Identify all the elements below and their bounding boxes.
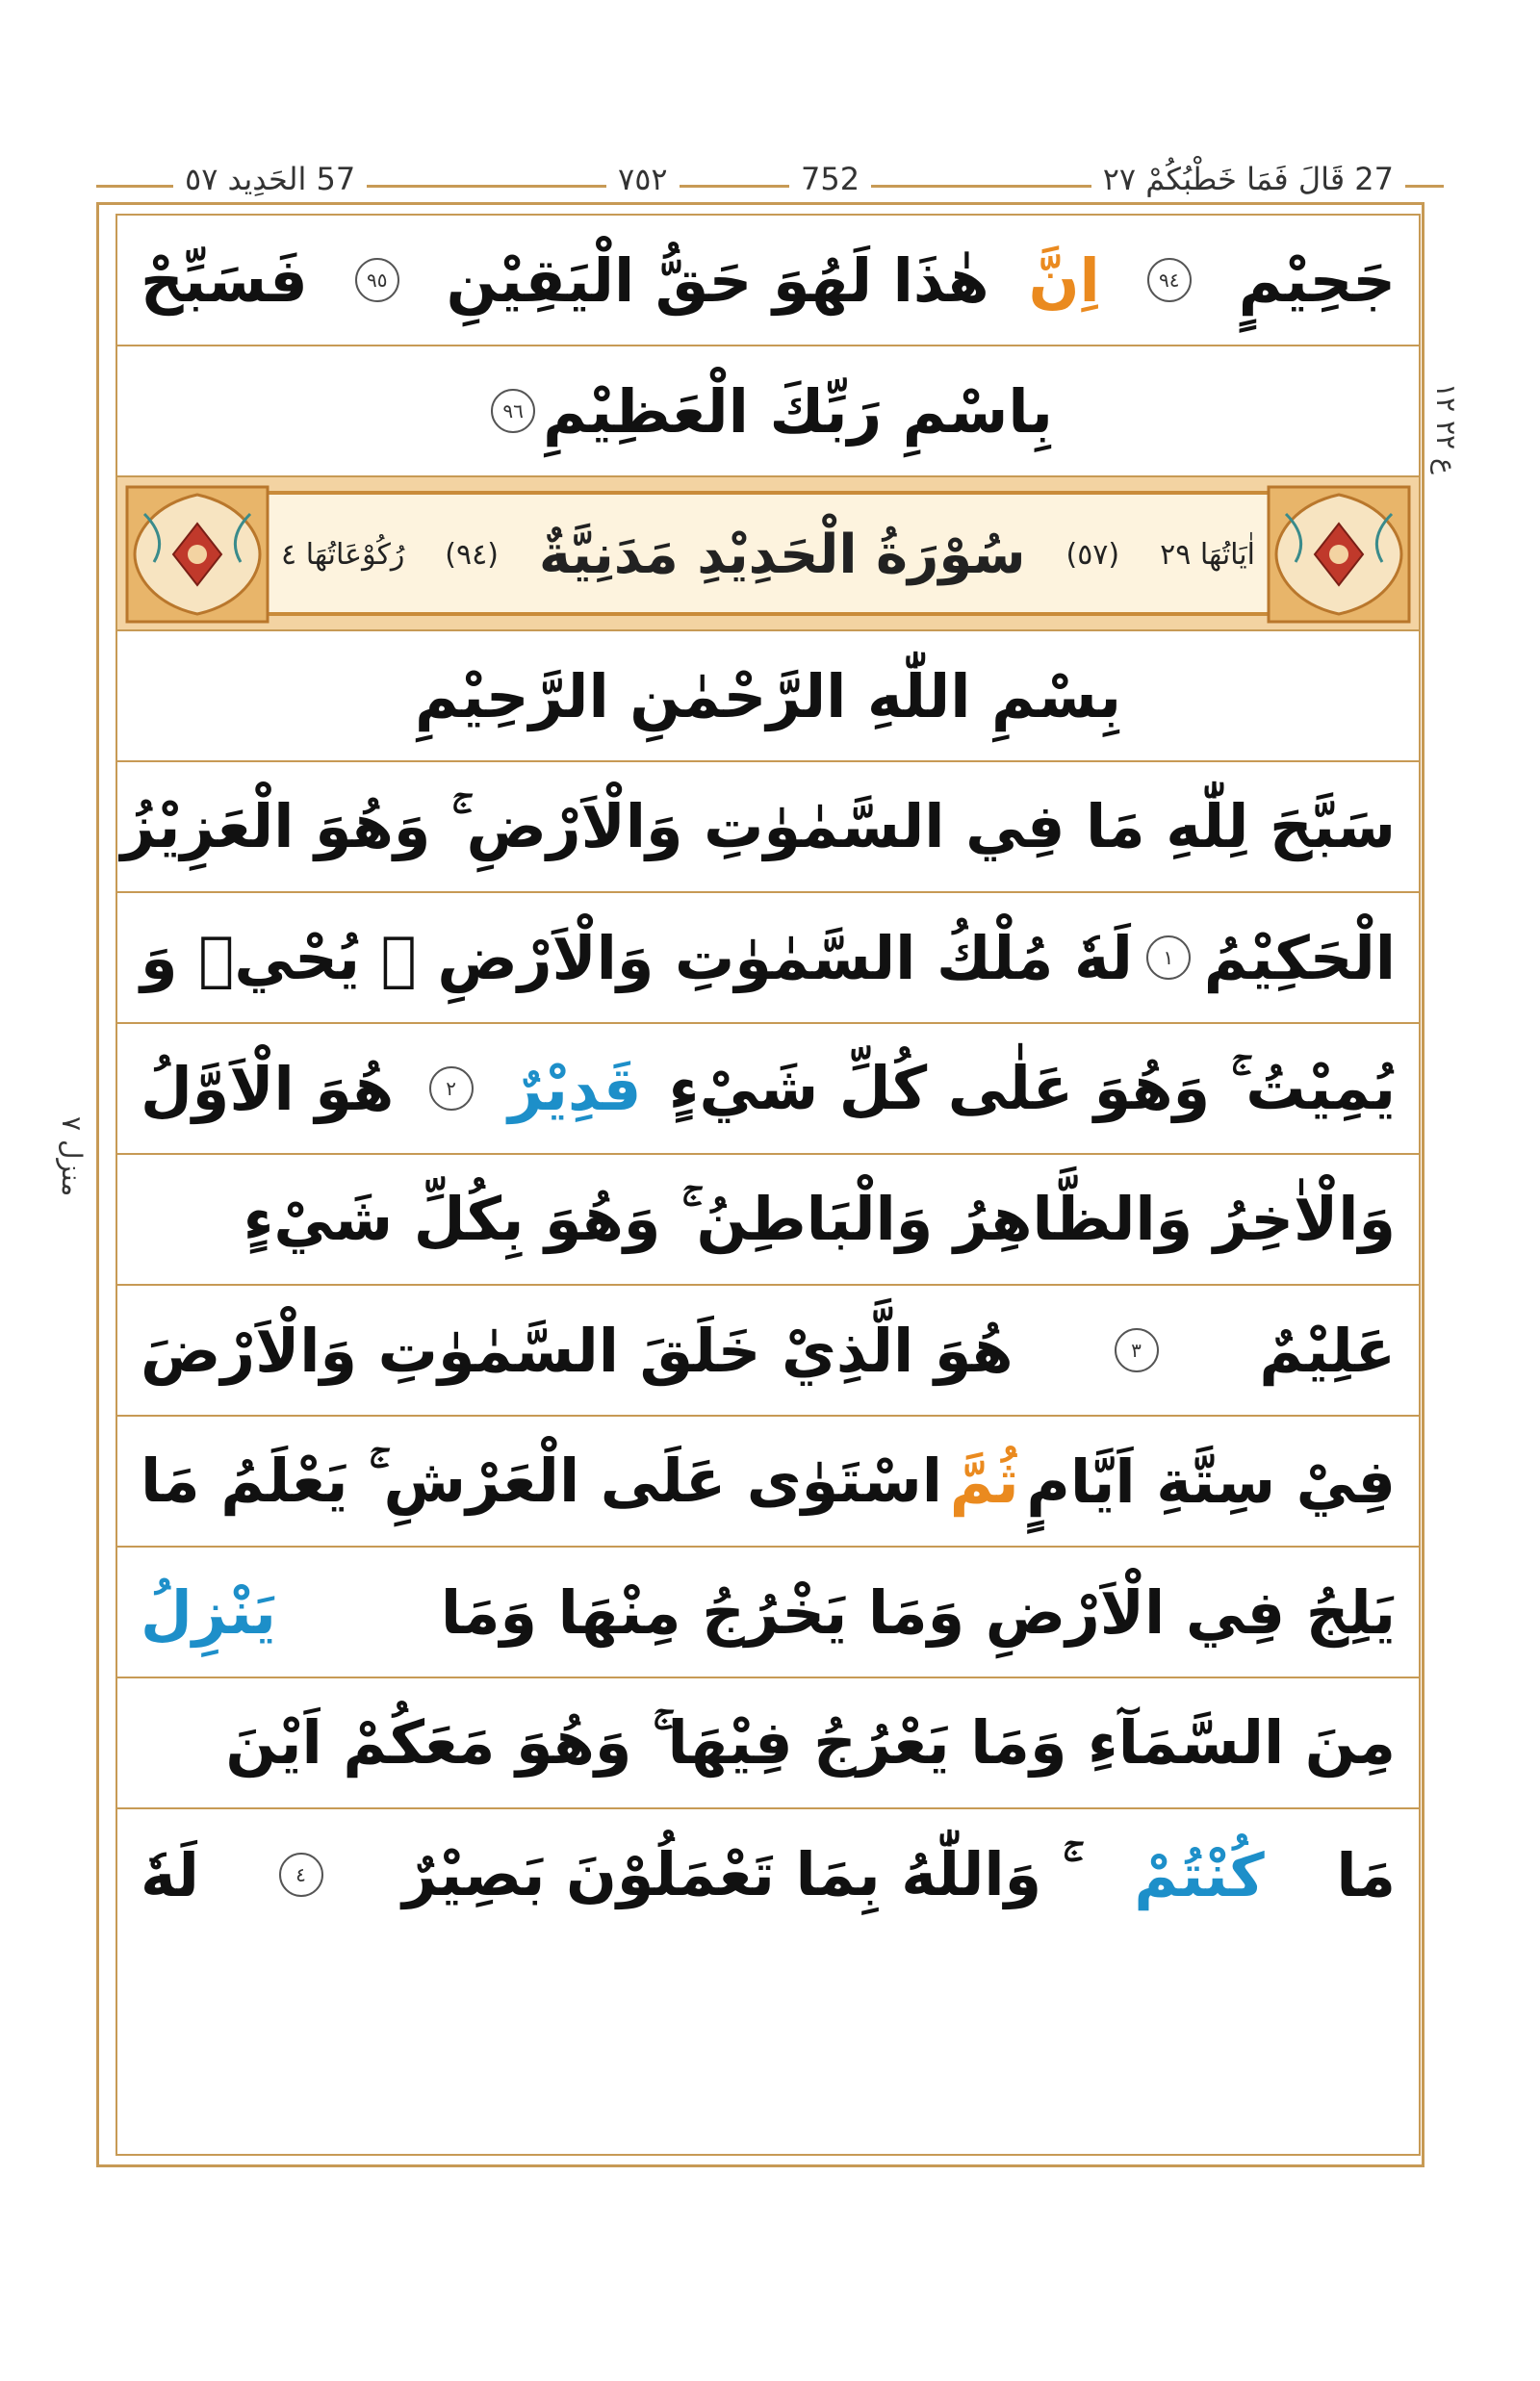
surah-title: سُوْرَةُ الْحَدِيْدِ مَدَنِيَّةٌ <box>538 523 1026 586</box>
verse-line <box>117 1809 1419 1940</box>
ornament-icon <box>125 485 270 624</box>
verse-line <box>117 1417 1419 1548</box>
tajweed-highlight: يَنْزِلُ <box>141 1576 276 1648</box>
bismillah: بِسْمِ اللّٰهِ الرَّحْمٰنِ الرَّحِيْمِ <box>414 660 1122 731</box>
verse-text: الْحَكِيْمُ <box>1203 922 1396 993</box>
manzil-marker: منزل ٧ <box>56 1116 88 1197</box>
verse-text: بِاسْمِ رَبِّكَ الْعَظِيْمِ <box>543 375 1053 447</box>
bismillah-line <box>117 631 1419 762</box>
verse-text: وَالْاٰخِرُ وَالظَّاهِرُ وَالْبَاطِنُ ۚ وَهُوَ بِكُلِّ شَيْءٍ <box>243 1184 1396 1254</box>
verse-line <box>117 1548 1419 1678</box>
banner-content <box>281 477 1255 631</box>
verse-line <box>117 346 1419 477</box>
verse-text: جَحِيْمٍ <box>1238 244 1396 316</box>
verse-line <box>117 762 1419 893</box>
verse-line <box>117 1678 1419 1809</box>
verse-text: هٰذَا لَهُوَ حَقُّ الْيَقِيْنِ <box>446 244 989 316</box>
verse-text: سَبَّحَ لِلّٰهِ مَا فِي السَّمٰوٰتِ وَالْاَرْضِ ۚ وَهُوَ الْعَزِيْزُ <box>120 791 1396 861</box>
revelation-order: (٩٤) <box>445 537 499 572</box>
verse-text: مَا <box>1336 1839 1396 1910</box>
surah-header-banner <box>117 477 1419 631</box>
tajweed-highlight: كُنْتُمْ <box>1134 1839 1265 1910</box>
verse-text: اسْتَوٰى عَلَى الْعَرْشِ ۚ يَعْلَمُ مَا <box>141 1446 942 1516</box>
header-juz-name: 27 قَالَ فَمَا خَطْبُكُمْ ٢٧ <box>1091 158 1405 200</box>
page-header <box>96 158 1444 200</box>
header-page-number-urdu: ٧٥٢ <box>606 158 680 200</box>
verse-line <box>117 1155 1419 1286</box>
verse-text: لَهٗ <box>141 1839 199 1910</box>
surah-number: (٥٧) <box>1065 537 1120 572</box>
verse-text: هُوَ الْاَوَّلُ <box>141 1053 395 1124</box>
verse-text: مِنَ السَّمَآءِ وَمَا يَعْرُجُ فِيْهَا ۚ وَهُوَ مَعَكُمْ اَيْنَ <box>225 1707 1396 1778</box>
ayah-number-marker: ١ <box>1146 935 1191 980</box>
tajweed-highlight: قَدِيْرٌ <box>508 1053 642 1124</box>
quran-text-block <box>116 214 1421 2156</box>
verse-line <box>117 216 1419 346</box>
verse-text: هُوَ الَّذِيْ خَلَقَ السَّمٰوٰتِ وَالْاَرْضَ <box>141 1315 1014 1386</box>
tajweed-highlight: ثُمَّ <box>949 1446 1019 1517</box>
verse-line <box>117 1024 1419 1155</box>
ruku-count: رُكُوْعَاتُهَا ٤ <box>281 537 405 572</box>
verse-text: ۚ وَاللّٰهُ بِمَا تَعْمَلُوْنَ بَصِيْرٌ <box>402 1839 1063 1909</box>
ayah-number-marker: ٩٤ <box>1147 258 1192 302</box>
ayah-number-marker: ٩٥ <box>355 258 399 302</box>
verse-text: فَسَبِّحْ <box>141 244 308 316</box>
verse-line <box>117 893 1419 1024</box>
header-surah-name: 57 الحَدِيد ٥٧ <box>173 158 367 200</box>
verse-text: يَلِجُ فِي الْاَرْضِ وَمَا يَخْرُجُ مِنْهَا وَمَا <box>440 1576 1396 1648</box>
verse-text: يُمِيْتُ ۚ وَهُوَ عَلٰى كُلِّ شَيْءٍ <box>668 1053 1396 1123</box>
ayah-number-marker: ٣ <box>1115 1328 1159 1372</box>
ayat-count: اٰيَاتُهَا ٢٩ <box>1160 537 1255 572</box>
ornament-icon <box>1267 485 1411 624</box>
ayah-number-marker: ٩٦ <box>491 389 535 433</box>
header-page-number: 752 <box>789 158 871 200</box>
ayah-number-marker: ٤ <box>279 1853 323 1897</box>
verse-line <box>117 1286 1419 1417</box>
verse-text: عَلِيْمٌ <box>1259 1315 1396 1386</box>
tajweed-highlight: اِنَّ <box>1028 244 1100 316</box>
ruku-marker: ع ٢٢ ١٢ <box>1430 383 1462 474</box>
ayah-number-marker: ٢ <box>429 1066 474 1111</box>
verse-text: فِيْ سِتَّةِ اَيَّامٍ <box>1026 1446 1396 1517</box>
verse-text: لَهٗ مُلْكُ السَّمٰوٰتِ وَالْاَرْضِ ۚ يُحْيٖ وَ <box>141 922 1133 993</box>
